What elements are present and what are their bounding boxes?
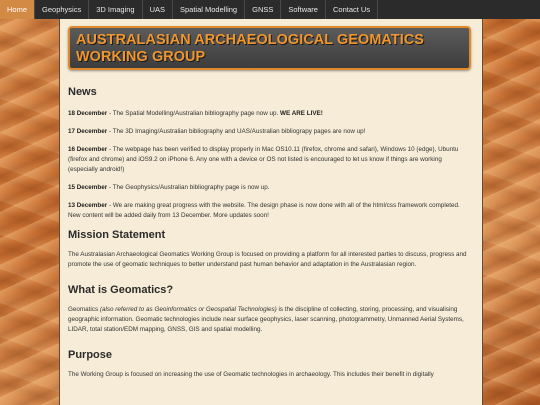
nav-3d-imaging[interactable]: 3D Imaging bbox=[89, 0, 142, 19]
nav-geophysics[interactable]: Geophysics bbox=[35, 0, 89, 19]
news-separator: - bbox=[107, 202, 113, 209]
news-entry bbox=[68, 127, 473, 137]
news-date: 15 December bbox=[68, 184, 108, 191]
page-content-panel bbox=[59, 19, 483, 405]
news-date: 13 December bbox=[68, 202, 108, 209]
news-entry bbox=[68, 109, 473, 119]
news-separator: - bbox=[107, 128, 113, 135]
nav-home[interactable]: Home bbox=[0, 0, 35, 19]
news-text: The 3D Imaging/Australian bibliography and UAS/Australian bibliograpy pages are now up! bbox=[112, 128, 366, 135]
nav-spatial-modelling[interactable]: Spatial Modelling bbox=[173, 0, 245, 19]
news-separator: - bbox=[107, 184, 113, 191]
news-text: The Spatial Modelling/Australian bibliography page now up. bbox=[112, 110, 281, 117]
site-title-line-1: AUSTRALASIAN ARCHAEOLOGICAL GEOMATICS bbox=[76, 32, 425, 48]
geomatics-text-italic: (also referred to as Geoinformatics or Geospatial Technologies) bbox=[99, 306, 277, 313]
news-text: The webpage has been verified to display properly in Mac OS10.11 (firefox, chrome and safari), Windows 10 (edge), Ubuntu (firefox and chrome) and iOS9.2 on iPhone 6. Any one with a device or OS not listed is encouraged to let us know if things are working (especially android!) bbox=[68, 146, 459, 173]
geomatics-text-start: Geomatics bbox=[68, 306, 100, 313]
geomatics-heading: What is Geomatics? bbox=[68, 284, 174, 296]
news-date: 16 December bbox=[68, 146, 108, 153]
mission-section bbox=[68, 229, 473, 270]
geomatics-section bbox=[68, 284, 473, 335]
mission-heading: Mission Statement bbox=[68, 229, 166, 241]
news-entry bbox=[68, 145, 473, 175]
purpose-heading: Purpose bbox=[68, 349, 113, 361]
site-title bbox=[76, 32, 471, 66]
nav-software[interactable]: Software bbox=[281, 0, 326, 19]
news-text: We are making great progress with the website. The design phase is now done with all of the html/css framework completed. New content will be added daily from 13 December. More updates soon! bbox=[68, 202, 460, 219]
news-strong: WE ARE LIVE! bbox=[280, 110, 323, 117]
news-heading: News bbox=[68, 86, 97, 98]
news-separator: - bbox=[107, 146, 113, 153]
site-banner bbox=[68, 26, 471, 70]
purpose-section bbox=[68, 349, 473, 380]
news-entry bbox=[68, 183, 473, 193]
news-section bbox=[68, 86, 473, 221]
geomatics-text-end: is the discipline of collecting, storing, processing, and visualising geographic information. Geomatic technologies include near surface geophysics, laser scanning, photogrammetry, Unmanned Aerial Systems, LIDAR, total station/EDM mapping, GNSS, GIS and spatial modelling. bbox=[68, 306, 464, 333]
nav-uas[interactable]: UAS bbox=[143, 0, 173, 19]
news-date: 18 December bbox=[68, 110, 108, 117]
nav-gnss[interactable]: GNSS bbox=[245, 0, 281, 19]
news-entry bbox=[68, 201, 473, 221]
top-navigation bbox=[0, 0, 540, 19]
geomatics-text bbox=[68, 305, 473, 335]
site-title-line-2: WORKING GROUP bbox=[76, 49, 206, 65]
main-content bbox=[68, 86, 473, 380]
news-text: The Geophysics/Australian bibliography page is now up. bbox=[112, 184, 270, 191]
nav-contact-us[interactable]: Contact Us bbox=[326, 0, 378, 19]
news-separator: - bbox=[107, 110, 113, 117]
news-date: 17 December bbox=[68, 128, 108, 135]
mission-text: The Australasian Archaeological Geomatics Working Group is focused on providing a platform for all interested parties to discuss, progress and promote the use of geomatic techniques to better understand past human behavior and adaptation in the Australasian region. bbox=[68, 251, 467, 268]
purpose-text: The Working Group is focused on increasing the use of Geomatic technologies in archaeology. This includes their benefit in digitally bbox=[68, 371, 434, 378]
